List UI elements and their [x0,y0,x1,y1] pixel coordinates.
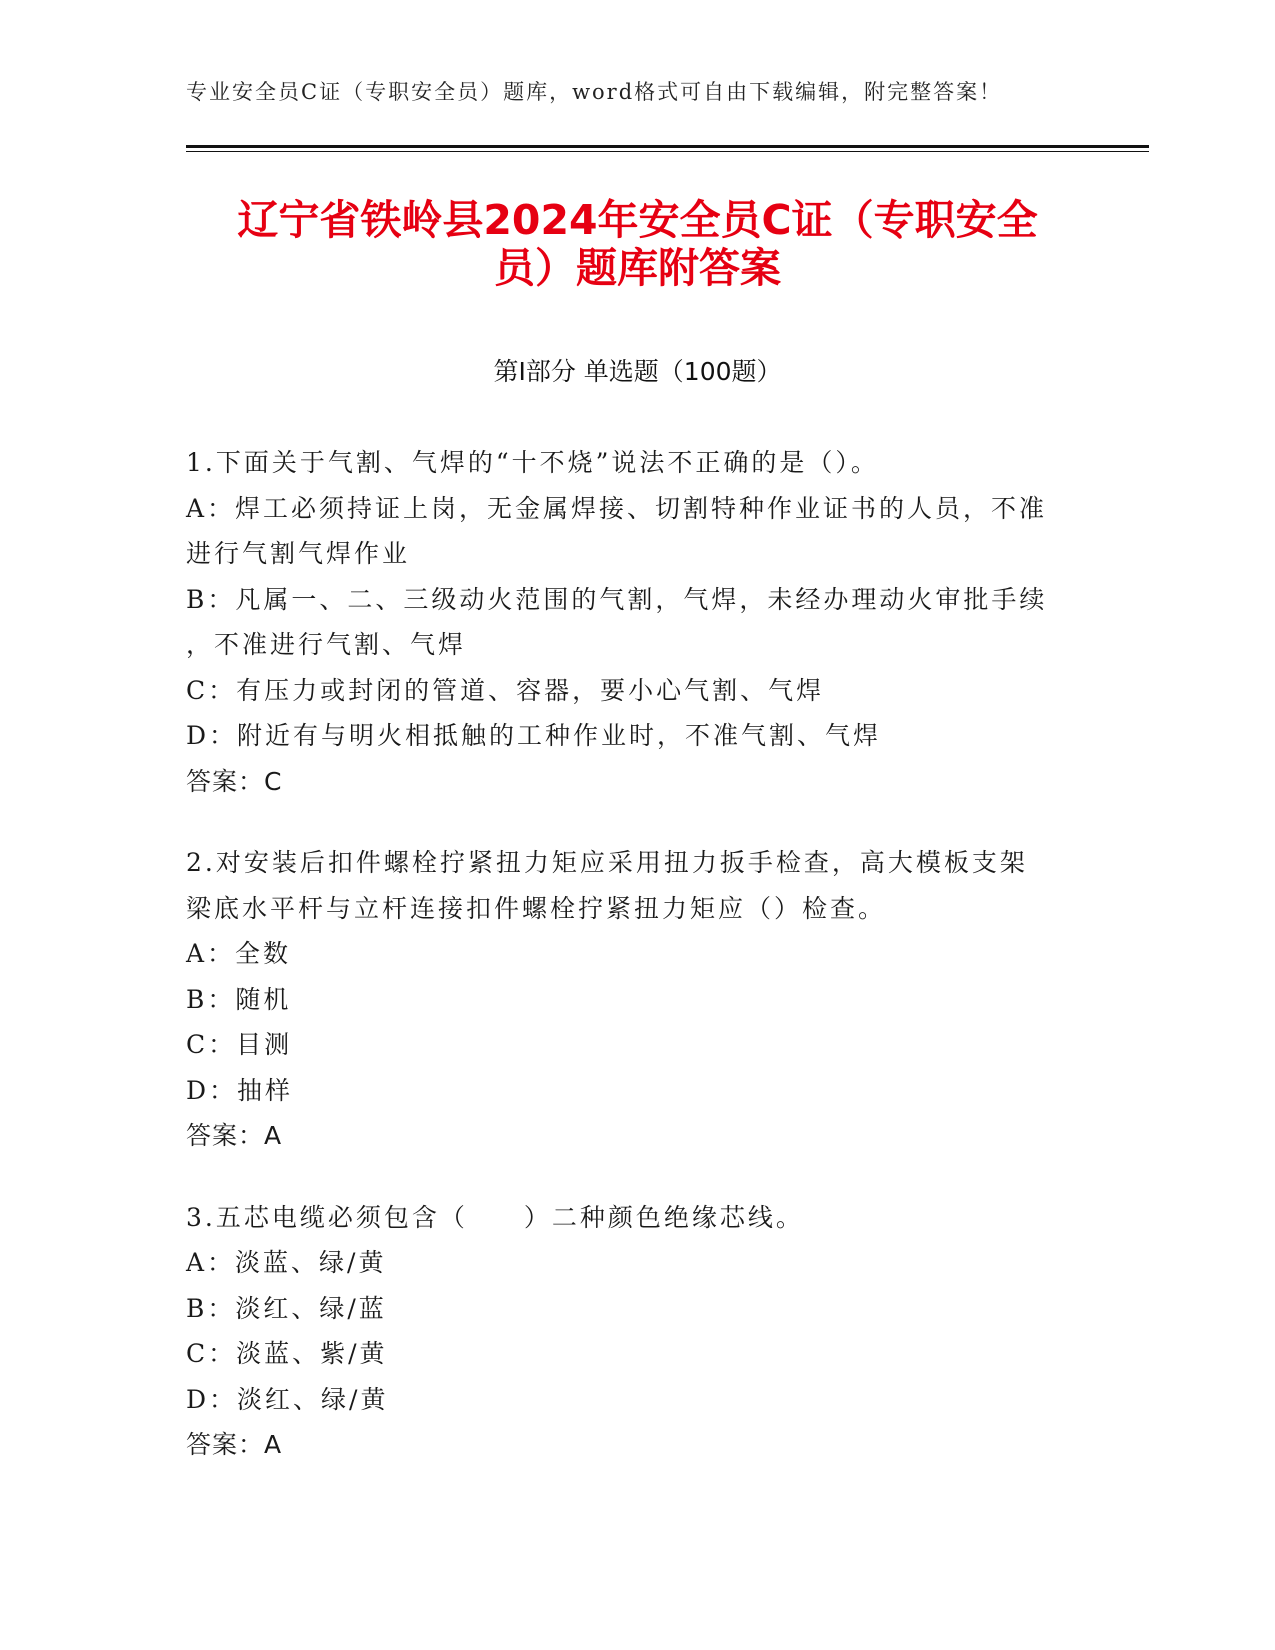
option-a [186,486,1086,577]
option-d: D：抽样 [186,1075,294,1105]
option-text: B：凡属一、二、三级动火范围的气割，气焊，未经办理动火审批手续 [186,584,1048,614]
answer: 答案：C [186,766,283,796]
option-c: C：有压力或封闭的管道、容器，要小心气割、气焊 [186,675,825,705]
section-title: 第Ⅰ部分 单选题（100题） [493,357,782,386]
option-b: B：淡红、绿/蓝 [186,1293,387,1323]
option-a: A：全数 [186,939,292,968]
header-note: 专业安全员C证（专职安全员）题库，word格式可自由下载编辑，附完整答案！ [186,80,1003,104]
option-text: 进行气割气焊作业 [186,539,411,568]
question-list [186,440,1086,1504]
option-d: D：附近有与明火相抵触的工种作业时，不准气割、气焊 [186,721,882,750]
option-text: ，不准进行气割、气焊 [186,630,467,659]
option-text: A：焊工必须持证上岗，无金属焊接、切割特种作业证书的人员，不准 [186,493,1048,523]
question-stem: 梁底水平杆与立杆连接扣件螺栓拧紧扭力矩应（）检查。 [186,893,887,923]
header-rule-thick [186,145,1149,148]
option-b: B：随机 [186,984,292,1014]
question-stem: 2.对安装后扣件螺栓拧紧扭力矩应采用扭力扳手检查，高大模板支架 [186,848,1028,877]
option-a: A：淡蓝、绿/黄 [186,1248,387,1277]
option-c: C：目测 [186,1030,293,1059]
answer: 答案：A [186,1121,283,1150]
question-1 [186,440,1086,804]
option-d: D：淡红、绿/黄 [186,1384,389,1414]
document-title-line-2: 员）题库附答案 [494,244,781,292]
option-c: C：淡蓝、紫/黄 [186,1339,388,1368]
question-3 [186,1195,1086,1468]
document-title [150,196,1125,292]
header-rule-thin [186,151,1149,152]
question-2 [186,840,1086,1159]
question-stem: 1.下面关于气割、气焊的“十不烧”说法不正确的是（）。 [186,448,879,477]
answer: 答案：A [186,1430,283,1459]
option-b [186,577,1086,668]
question-stem: 3.五芯电缆必须包含（ ）二种颜色绝缘芯线。 [186,1202,804,1232]
document-title-line-1: 辽宁省铁岭县2024年安全员C证（专职安全 [237,196,1038,244]
